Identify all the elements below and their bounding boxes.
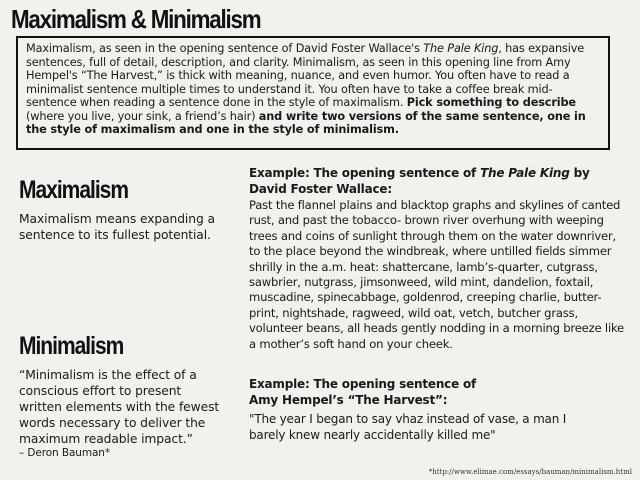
- footnote-link[interactable]: *http://www.elimae.com/essays/bauman/minimalism.html: [428, 468, 632, 476]
- maximalism-heading: Maximalism: [19, 176, 128, 204]
- intro-text-2: , has expansive sentences, full of detail, description, and clarity. Minimalism, as seen in this opening line from Amy Hempel's “The Harvest,” is thick with meaning, nuance, and even humor. You often have to read a minimalist sentence multiple times to understand it. You often have to take a coffee break mid-sentence when reading a sentence done in the style of maximalism.: [26, 42, 585, 109]
- example1-heading-part2: by David Foster Wallace:: [249, 166, 590, 196]
- intro-book-title: The Pale King: [423, 42, 499, 55]
- example1-heading-part1: Example: The opening sentence of: [249, 166, 481, 180]
- intro-examples: (where you live, your sink, a friend’s hair): [26, 109, 259, 123]
- example2-heading: Example: The opening sentence of Amy Hempel’s “The Harvest”:: [249, 377, 477, 407]
- intro-instruction-1: Pick something to describe: [406, 96, 576, 109]
- intro-text-1: Maximalism, as seen in the opening sentence of David Foster Wallace's: [26, 42, 424, 55]
- intro-instruction-2: and write two versions of the same sentence, one in the style of maximalism and one in the style of minimalism.: [26, 109, 586, 136]
- example1-heading: [249, 166, 621, 197]
- quote-author: – Deron Bauman*: [19, 447, 110, 459]
- intro-box: [16, 36, 610, 150]
- example1-book-title: The Pale King: [480, 166, 570, 180]
- page-title: Maximalism & Minimalism: [11, 4, 261, 34]
- minimalism-quote: [19, 367, 227, 460]
- example2-text: "The year I began to say vhaz instead of vase, a man I barely knew nearly accidentally killed me": [249, 412, 567, 442]
- minimalism-quote-text: “Minimalism is the effect of a conscious effort to present written elements with the fewest words necessary to deliver the maximum readable impact.”: [19, 368, 220, 446]
- example1-text: Past the flannel plains and blacktop graphs and skylines of canted rust, and past the tobacco- brown river overhung with weeping trees and coins of sunlight through them on the water downriver, to the place beyond the windbreak, where untilled fields simmer shrilly in the a.m. heat: shattercane, lamb’s-quarter, cutgrass, sawbrier, nutgrass, jimsonweed, wild mint, dandelion, foxtail, muscadine, spinecabbage, goldenrod, creeping charlie, butter- print, nightshade, ragweed, wild oat, vetch, butcher grass, volunteer beans, all heads gently nodding in a morning breeze like a mother’s soft hand on your cheek.: [249, 198, 624, 351]
- minimalism-heading: Minimalism: [19, 332, 124, 360]
- maximalism-definition: Maximalism means expanding a sentence to its fullest potential.: [19, 212, 215, 242]
